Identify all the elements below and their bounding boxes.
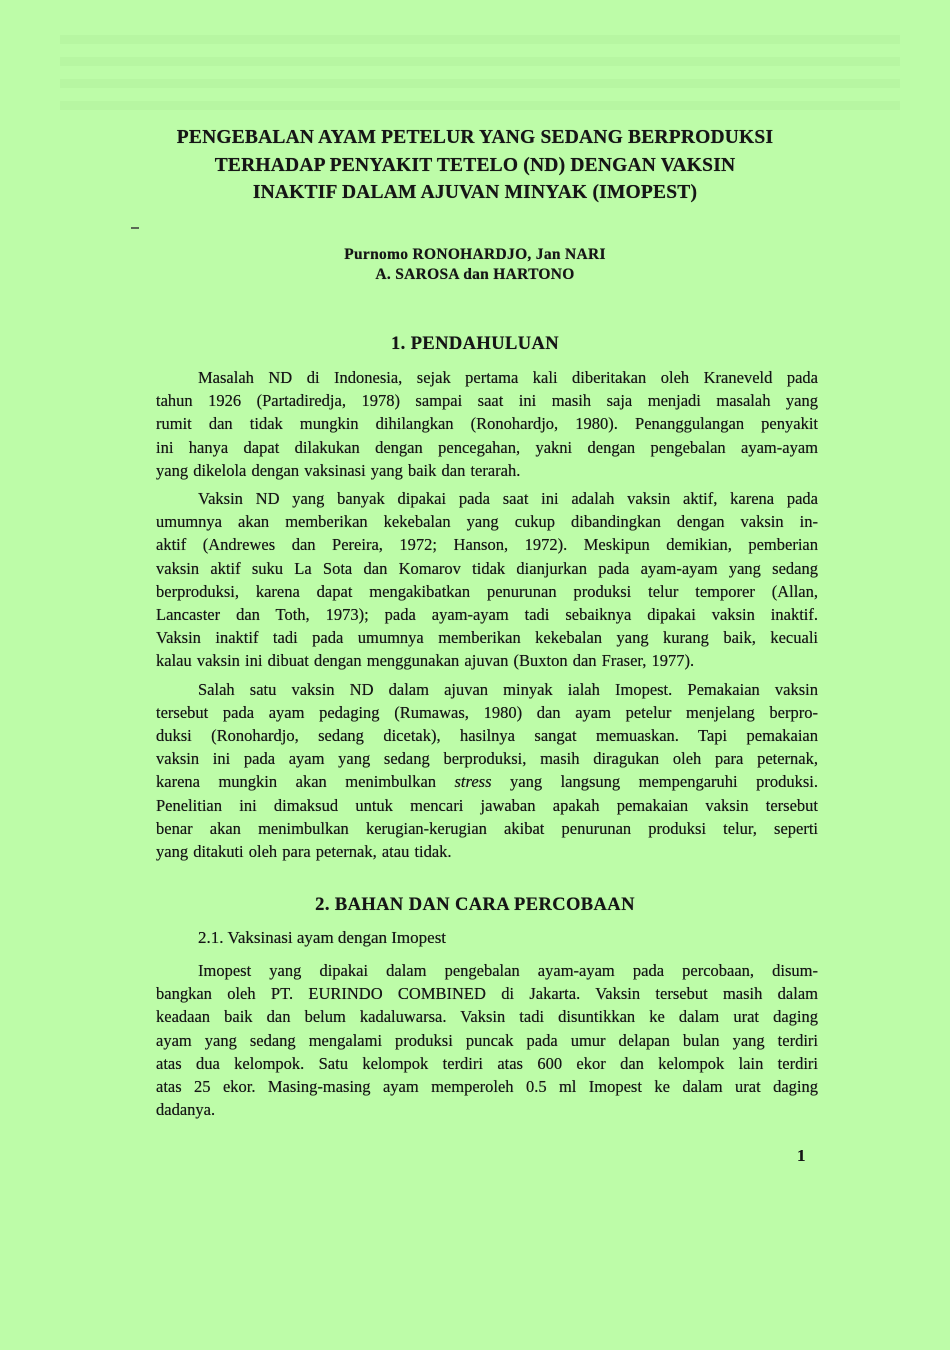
text-line: duksi (Ronohardjo, sedang dicetak), hasilnya sangat memuaskan. Tapi pemakaian (156, 726, 818, 746)
text-line: yang dikelola dengan vaksinasi yang baik dan terarah. (156, 460, 521, 480)
text-line: yang ditakuti oleh para peternak, atau tidak. (156, 842, 452, 862)
title-line-3: INAKTIF DALAM AJUVAN MINYAK (IMOPEST) (252, 182, 698, 203)
text-line: Masalah ND di Indonesia, sejak pertama kali diberitakan oleh Kraneveld pada (198, 368, 818, 387)
paragraph (156, 366, 818, 482)
text-line: atas dua kelompok. Satu kelompok terdiri atas 600 ekor dan kelompok lain terdiri (156, 1053, 818, 1073)
text-line: Penelitian ini dimaksud untuk mencari jawaban apakah pemakaian vaksin tersebut (156, 795, 818, 815)
authors-block (0, 245, 950, 284)
text-line: Vaksin inaktif tadi pada umumnya memberikan kekebalan yang kurang baik, kecuali (156, 628, 818, 648)
text-line: tersebut pada ayam pedaging (Rumawas, 1980) dan ayam petelur menjelang berpro- (156, 702, 818, 722)
section-1-body (156, 366, 818, 863)
title-line-1: PENGEBALAN AYAM PETELUR YANG SEDANG BERPRODUKSI (176, 127, 774, 148)
section-2-body (156, 959, 818, 1121)
text-line: rumit dan tidak mungkin dihilangkan (Ronohardjo, 1980). Penanggulangan penyakit (156, 414, 818, 434)
text-line: bangkan oleh PT. EURINDO COMBINED di Jakarta. Vaksin tersebut masih dalam (156, 984, 818, 1004)
text-line: atas 25 ekor. Masing-masing ayam memperoleh 0.5 ml Imopest ke dalam urat daging (156, 1077, 818, 1097)
text-line: vaksin aktif suku La Sota dan Komarov tidak dianjurkan pada ayam-ayam yang sedang (156, 558, 818, 578)
author-line-1: Purnomo RONOHARDJO, Jan NARI (344, 246, 606, 263)
subsection-2-1-heading: 2.1. Vaksinasi ayam dengan Imopest (198, 928, 447, 947)
text-line: ayam yang sedang mengalami produksi puncak pada umur delapan bulan yang terdiri (156, 1030, 818, 1050)
text-line: ini hanya dapat dilakukan dengan pencegahan, yakni dengan pengebalan ayam-ayam (156, 437, 818, 457)
stray-ink-mark (131, 227, 139, 229)
title-line-2: TERHADAP PENYAKIT TETELO (ND) DENGAN VAKSIN (214, 154, 736, 176)
text-line: benar akan menimbulkan kerugian-kerugian akibat penurunan produksi telur, seperti (156, 818, 818, 838)
article-title (0, 124, 950, 207)
text-line: Imopest yang dipakai dalam pengebalan ayam-ayam pada percobaan, disum- (198, 961, 818, 980)
text-line: kalau vaksin ini dibuat dengan menggunakan ajuvan (Buxton dan Fraser, 1977). (156, 651, 695, 671)
text-line: tahun 1926 (Partadiredja, 1978) sampai saat ini masih saja menjadi masalah yang (156, 391, 818, 411)
text-line: aktif (Andrewes dan Pereira, 1972; Hanson, 1972). Meskipun demikian, pemberian (156, 535, 818, 555)
text-line: umumnya akan memberikan kekebalan yang cukup dibandingkan dengan vaksin in- (156, 512, 818, 532)
text-line: Lancaster dan Toth, 1973); pada ayam-ayam tadi sebaiknya dipakai vaksin inaktif. (156, 605, 818, 625)
text-line: berproduksi, karena dapat mengakibatkan penurunan produksi telur temporer (Allan, (156, 581, 818, 601)
page-showthrough-texture (60, 30, 900, 110)
text-line: karena mungkin akan menimbulkan stress yang langsung mempengaruhi produksi. (156, 772, 818, 792)
text-line: Vaksin ND yang banyak dipakai pada saat ini adalah vaksin aktif, karena pada (198, 489, 818, 509)
paragraph (156, 678, 818, 864)
paragraph (156, 487, 818, 673)
section-1-heading: 1. PENDAHULUAN (391, 334, 559, 354)
text-line: keadaan baik dan belum kadaluwarsa. Vaksin tadi disuntikkan ke dalam urat daging (156, 1007, 818, 1027)
author-line-2: A. SAROSA dan HARTONO (375, 265, 575, 283)
section-2-heading: 2. BAHAN DAN CARA PERCOBAAN (315, 895, 635, 915)
paragraph (156, 959, 818, 1121)
page-number: 1 (797, 1146, 806, 1165)
text-line: vaksin ini pada ayam yang sedang berproduksi, masih diragukan oleh para peternak, (156, 749, 818, 769)
text-line: Salah satu vaksin ND dalam ajuvan minyak ialah Imopest. Pemakaian vaksin (198, 679, 818, 699)
text-line: dadanya. (156, 1100, 216, 1120)
